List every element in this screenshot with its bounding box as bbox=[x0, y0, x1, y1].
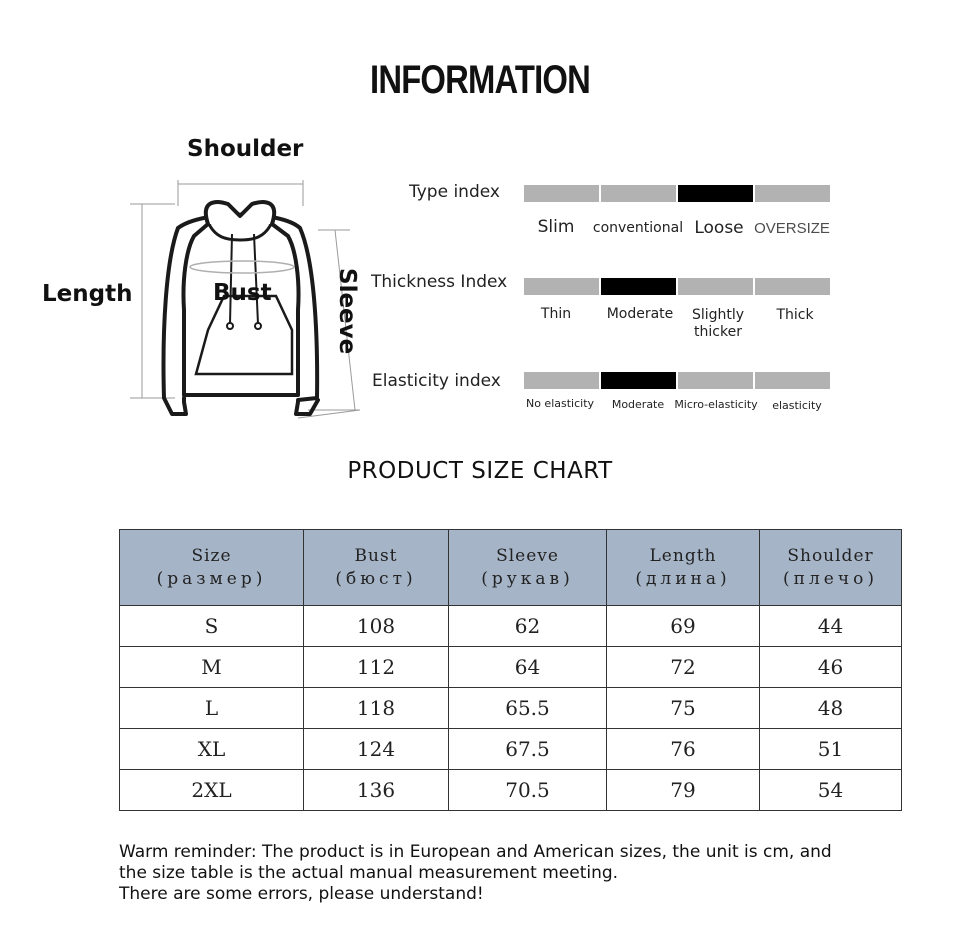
column-header-label: Length bbox=[649, 545, 717, 566]
table-cell: 108 bbox=[304, 606, 449, 647]
elasticity-option-moderate: Moderate bbox=[611, 398, 665, 411]
table-cell: 54 bbox=[760, 770, 902, 811]
column-header-russian: (бюст) bbox=[335, 568, 417, 589]
table-cell: 51 bbox=[760, 729, 902, 770]
type-index-segment-loose bbox=[678, 185, 753, 202]
table-row bbox=[120, 647, 902, 688]
column-header-russian: (размер) bbox=[156, 568, 267, 589]
table-cell: 46 bbox=[760, 647, 902, 688]
length-label: Length bbox=[42, 281, 133, 307]
table-cell: 65.5 bbox=[449, 688, 607, 729]
bust-label: Bust bbox=[213, 280, 272, 306]
table-row bbox=[120, 770, 902, 811]
table-row bbox=[120, 729, 902, 770]
table-cell: 124 bbox=[304, 729, 449, 770]
column-header-bust bbox=[304, 530, 449, 606]
column-header-label: Bust bbox=[354, 545, 398, 566]
type-index-label: Type index bbox=[409, 182, 500, 202]
table-row bbox=[120, 688, 902, 729]
table-cell: 72 bbox=[607, 647, 760, 688]
table-cell: 76 bbox=[607, 729, 760, 770]
table-cell: L bbox=[120, 688, 304, 729]
type-option-slim: Slim bbox=[537, 217, 575, 237]
elasticity-segment-elasticity bbox=[755, 372, 830, 389]
column-header-shoulder bbox=[760, 530, 902, 606]
thickness-option-thick: Thick bbox=[776, 307, 814, 323]
type-index-segment-conventional bbox=[601, 185, 676, 202]
size-chart-title: PRODUCT SIZE CHART bbox=[347, 458, 613, 484]
table-cell: XL bbox=[120, 729, 304, 770]
table-cell: 69 bbox=[607, 606, 760, 647]
column-header-sleeve bbox=[449, 530, 607, 606]
shoulder-label: Shoulder bbox=[187, 136, 304, 162]
elasticity-index-label: Elasticity index bbox=[372, 371, 501, 391]
table-cell: 64 bbox=[449, 647, 607, 688]
table-cell: 62 bbox=[449, 606, 607, 647]
thickness-segment-moderate bbox=[601, 278, 676, 295]
note-line: Warm reminder: The product is in European and American sizes, the unit is cm, and bbox=[119, 842, 832, 862]
column-header-russian: (рукав) bbox=[481, 568, 574, 589]
elasticity-option-micro: Micro-elasticity bbox=[674, 398, 758, 411]
table-cell: 2XL bbox=[120, 770, 304, 811]
column-header-label: Shoulder bbox=[787, 545, 874, 566]
elasticity-option-elasticity: elasticity bbox=[772, 399, 822, 412]
elasticity-segment-none bbox=[524, 372, 599, 389]
table-cell: M bbox=[120, 647, 304, 688]
elasticity-segment-moderate bbox=[601, 372, 676, 389]
warm-reminder-note bbox=[119, 842, 899, 905]
note-line: the size table is the actual manual measurement meeting. bbox=[119, 863, 619, 883]
type-option-oversize: OVERSIZE bbox=[754, 220, 830, 237]
table-cell: 44 bbox=[760, 606, 902, 647]
elasticity-option-none: No elasticity bbox=[525, 397, 595, 410]
table-cell: 79 bbox=[607, 770, 760, 811]
elasticity-segment-micro bbox=[678, 372, 753, 389]
sleeve-label: Sleeve bbox=[334, 268, 360, 355]
thickness-option-thin: Thin bbox=[540, 306, 572, 322]
table-cell: 118 bbox=[304, 688, 449, 729]
table-cell: 48 bbox=[760, 688, 902, 729]
note-line: There are some errors, please understand! bbox=[119, 884, 484, 904]
thickness-option-moderate: Moderate bbox=[606, 306, 674, 322]
column-header-length bbox=[607, 530, 760, 606]
column-header-russian: (длина) bbox=[635, 568, 731, 589]
thickness-segment-thin bbox=[524, 278, 599, 295]
column-header-label: Sleeve bbox=[496, 545, 559, 566]
type-index-segment-oversize bbox=[755, 185, 830, 202]
table-cell: 70.5 bbox=[449, 770, 607, 811]
thickness-segment-thick bbox=[755, 278, 830, 295]
table-cell: 112 bbox=[304, 647, 449, 688]
table-cell: 67.5 bbox=[449, 729, 607, 770]
thickness-index-label: Thickness Index bbox=[371, 272, 508, 292]
page-title: INFORMATION bbox=[370, 58, 590, 102]
thickness-option-slightly-thicker: Slightly thicker bbox=[691, 307, 745, 340]
type-option-conventional: conventional bbox=[592, 220, 684, 236]
table-cell: 75 bbox=[607, 688, 760, 729]
column-header-label: Size bbox=[191, 545, 232, 566]
table-row bbox=[120, 606, 902, 647]
column-header-russian: (плечо) bbox=[783, 568, 878, 589]
table-cell: 136 bbox=[304, 770, 449, 811]
column-header-size bbox=[120, 530, 304, 606]
size-table bbox=[119, 529, 902, 811]
type-index-segment-slim bbox=[524, 185, 599, 202]
table-header-row bbox=[120, 530, 902, 606]
thickness-segment-slightly-thicker bbox=[678, 278, 753, 295]
type-option-loose: Loose bbox=[694, 218, 744, 238]
table-cell: S bbox=[120, 606, 304, 647]
